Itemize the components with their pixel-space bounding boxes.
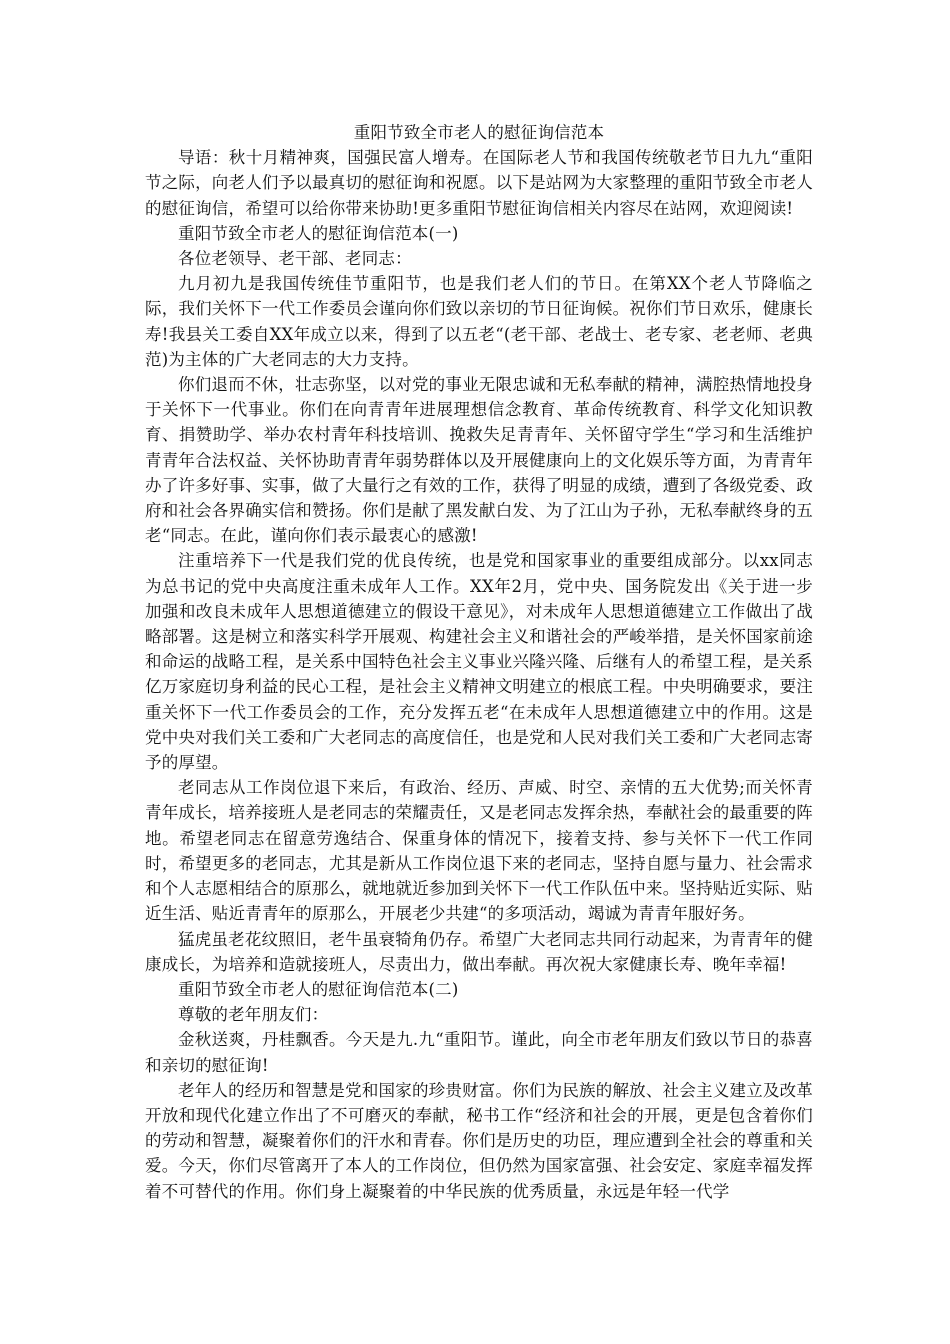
salutation-1: 各位老领导、老干部、老同志： xyxy=(178,249,412,269)
body-paragraph: 老年人的经历和智慧是党和国家的珍贵财富。你们为民族的解放、社会主义建立及改革开放和现代化建立作出了不可磨灭的奉献，秘书工作“经济和社会的开展，更是包含着你们的劳动和智慧，凝聚着你们的汗水和青春。你们是历史的功臣，理应遭到全社会的尊重和关爱。今天，你们尽管离开了本人的工作岗位，但仍然为国家富强、社会安定、家庭幸福发挥着不可替代的作用。你们身上凝聚着的中华民族的优秀质量，永远是年轻一代学 xyxy=(145,1080,813,1201)
body-paragraph: 金秋送爽，丹桂飘香。今天是九.九“重阳节。谨此，向全市老年朋友们致以节日的恭喜和亲切的慰征询! xyxy=(145,1030,813,1075)
document-title: 重阳节致全市老人的慰征询信范本 xyxy=(353,123,605,142)
body-paragraph: 你们退而不休，壮志弥坚，以对党的事业无限忠诚和无私奉献的精神，满腔热情地投身于关怀下一代事业。你们在向青青年进展理想信念教育、革命传统教育、科学文化知识教育、捐赞助学、举办农村青年科技培训、挽救失足青青年、关怀留守学生“学习和生活维护青青年合法权益、关怀协助青青年弱势群体以及开展健康向上的文化娱乐等方面，为青青年办了许多好事、实事，做了大量行之有效的工作，获得了明显的成绩，遭到了各级党委、政府和社会各界确实信和赞扬。你们是献了黑发献白发、为了江山为子孙，无私奉献终身的五老“同志。在此，谨向你们表示最衷心的感激! xyxy=(145,375,813,546)
section-heading-2: 重阳节致全市老人的慰征询信范本(二) xyxy=(178,979,459,999)
section-heading-1: 重阳节致全市老人的慰征询信范本(一) xyxy=(178,223,459,243)
intro-paragraph: 导语：秋十月精神爽，国强民富人增寿。在国际老人节和我国传统敬老节日九九“重阳节之际，向老人们予以最真切的慰征询和祝愿。以下是站网为大家整理的重阳节致全市老人的慰征询信，希望可以给你带来协助!更多重阳节慰征询信相关内容尽在站网，欢迎阅读! xyxy=(145,148,813,218)
body-paragraph: 九月初九是我国传统佳节重阳节，也是我们老人们的节日。在第XX个老人节降临之际，我们关怀下一代工作委员会谨向你们致以亲切的节日征询候。祝你们节日欢乐，健康长寿!我县关工委自XX年成立以来，得到了以五老“(老干部、老战士、老专家、老老师、老典范)为主体的广大老同志的大力支持。 xyxy=(145,274,813,369)
document-page xyxy=(145,120,813,1204)
body-paragraph: 猛虎虽老花纹照旧，老牛虽衰犄角仍存。希望广大老同志共同行动起来，为青青年的健康成长，为培养和造就接班人，尽责出力，做出奉献。再次祝大家健康长寿、晚年幸福! xyxy=(145,929,813,974)
body-paragraph: 注重培养下一代是我们党的优良传统，也是党和国家事业的重要组成部分。以xx同志为总书记的党中央高度注重未成年人工作。XX年2月，党中央、国务院发出《关于进一步加强和改良未成年人思想道德建立的假设干意见》，对未成年人思想道德建立工作做出了战略部署。这是树立和落实科学开展观、构建社会主义和谐社会的严峻举措，是关怀国家前途和命运的战略工程，是关系中国特色社会主义事业兴隆兴隆、后继有人的希望工程，是关系亿万家庭切身利益的民心工程，是社会主义精神文明建立的根底工程。中央明确要求，要注重关怀下一代工作委员会的工作，充分发挥五老“在未成年人思想道德建立中的作用。这是党中央对我们关工委和广大老同志的高度信任，也是党和人民对我们关工委和广大老同志寄予的厚望。 xyxy=(145,551,813,773)
salutation-2: 尊敬的老年朋友们： xyxy=(178,1005,329,1025)
body-paragraph: 老同志从工作岗位退下来后，有政治、经历、声威、时空、亲情的五大优势;而关怀青青年成长，培养接班人是老同志的荣耀责任，又是老同志发挥余热，奉献社会的最重要的阵地。希望老同志在留意劳逸结合、保重身体的情况下，接着支持、参与关怀下一代工作同时，希望更多的老同志，尤其是新从工作岗位退下来的老同志，坚持自愿与量力、社会需求和个人志愿相结合的原那么，就地就近参加到关怀下一代工作队伍中来。坚持贴近实际、贴近生活、贴近青青年的原那么，开展老少共建“的多项活动，竭诚为青青年服好务。 xyxy=(145,778,813,924)
